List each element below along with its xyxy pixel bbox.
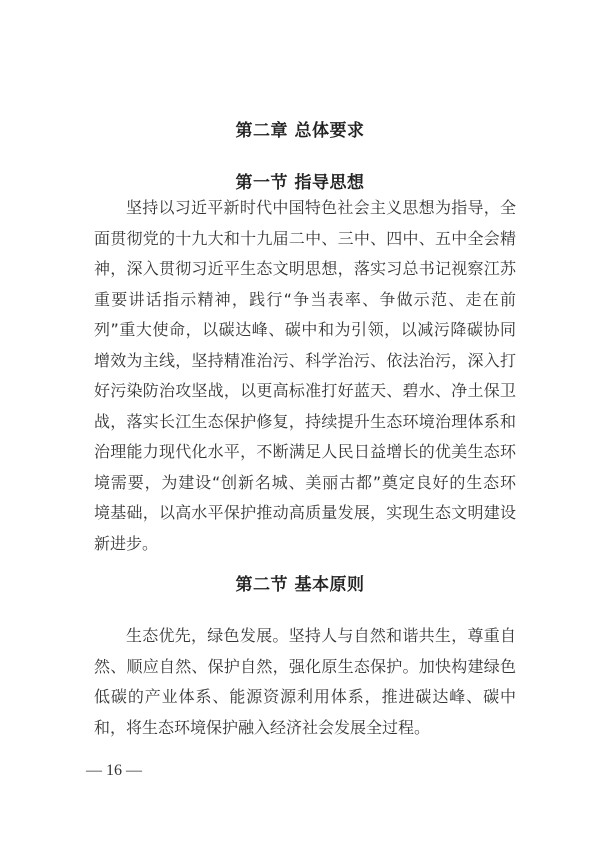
- text-line: 治理能力现代化水平，不断满足人民日益增长的优美生态环: [94, 442, 516, 461]
- section-title-guiding-ideology: 第一节 指导思想: [235, 173, 365, 193]
- text-line: 境需要，为建设“创新名城、美丽古都”奠定良好的生态环: [94, 472, 516, 492]
- text-line: 境基础，以高水平保护推动高质量发展，实现生态文明建设: [94, 503, 516, 522]
- paragraph-guiding-ideology: [94, 193, 516, 559]
- text-line: 神，深入贯彻习近平生态文明思想，落实习总书记视察江苏: [94, 259, 516, 278]
- section-title-basic-principles: 第二节 基本原则: [235, 575, 365, 595]
- text-line: 然、顺应自然、保护自然，强化原生态保护。加快构建绿色: [94, 656, 516, 676]
- text-line: 坚持以习近平新时代中国特色社会主义思想为指导，全: [126, 198, 516, 217]
- text-line: 面贯彻党的十九大和十九届二中、三中、四中、五中全会精: [94, 228, 516, 248]
- page-number: — 16 —: [86, 762, 142, 779]
- text-line: 列”重大使命，以碳达峰、碳中和为引领，以减污降碳协同: [94, 320, 516, 339]
- text-line: 好污染防治攻坚战，以更高标准打好蓝天、碧水、净土保卫: [94, 381, 516, 400]
- paragraph-basic-principles: [94, 621, 516, 743]
- text-line: 和，将生态环境保护融入经济社会发展全过程。: [94, 717, 431, 737]
- text-line: 低碳的产业体系、能源资源利用体系，推进碳达峰、碳中: [94, 687, 516, 706]
- chapter-title: 第二章 总体要求: [235, 121, 365, 141]
- text-line: 增效为主线，坚持精准治污、科学治污、依法治污，深入打: [94, 350, 516, 370]
- text-line: 生态优先，绿色发展。坚持人与自然和谐共生，尊重自: [126, 626, 516, 645]
- text-line: 战，落实长江生态保护修复，持续提升生态环境治理体系和: [94, 411, 516, 431]
- text-line: 新进步。: [94, 533, 159, 553]
- text-line: 重要讲话指示精神，践行“争当表率、争做示范、走在前: [94, 289, 516, 309]
